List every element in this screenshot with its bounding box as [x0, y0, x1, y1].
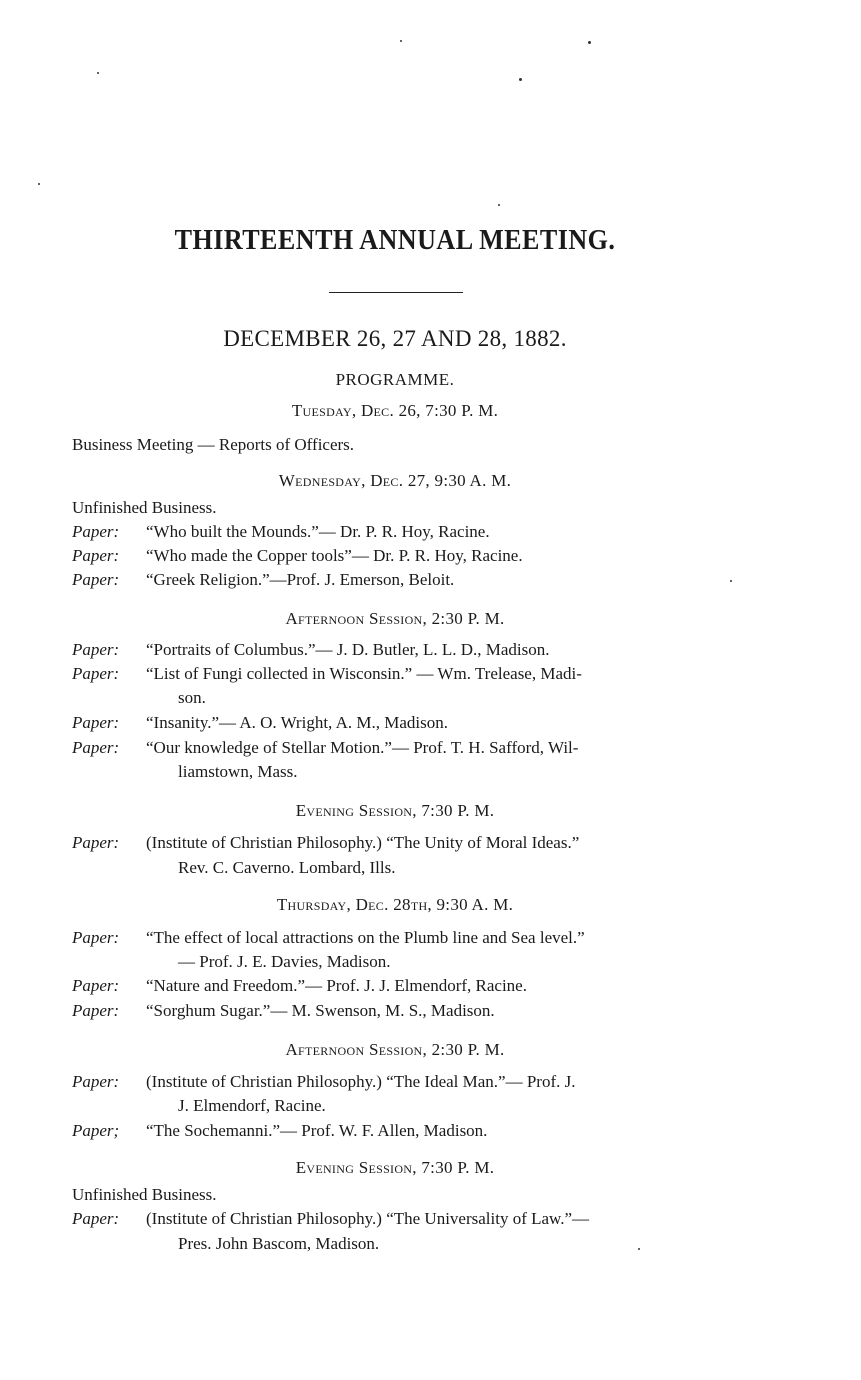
paper-label: Paper: [72, 713, 120, 732]
paper-entry: “Insanity.”— A. O. Wright, A. M., Madison. [146, 713, 448, 732]
paper-entry: (Institute of Christian Philosophy.) “The Ideal Man.”— Prof. J. [146, 1072, 576, 1091]
paper-entry-continuation: Pres. John Bascom, Madison. [178, 1234, 380, 1253]
section-heading: Evening Session, 7:30 P. M. [295, 1158, 495, 1177]
section-heading: Afternoon Session, 2:30 P. M. [285, 1040, 505, 1059]
paper-entry: “The Sochemanni.”— Prof. W. F. Allen, Madison. [146, 1121, 488, 1140]
scan-speck [730, 580, 732, 582]
section-heading: Afternoon Session, 2:30 P. M. [285, 609, 505, 628]
programme-heading: PROGRAMME. [335, 370, 455, 389]
section-heading: Thursday, Dec. 28th, 9:30 A. M. [276, 895, 514, 914]
section-heading: Wednesday, Dec. 27, 9:30 A. M. [278, 471, 512, 490]
paper-label: Paper: [72, 664, 120, 683]
paper-entry: “Our knowledge of Stellar Motion.”— Prof. T. H. Safford, Wil- [146, 738, 579, 757]
page-title: THIRTEENTH ANNUAL MEETING. [174, 224, 616, 256]
paper-entry: “Nature and Freedom.”— Prof. J. J. Elmendorf, Racine. [146, 976, 527, 995]
paper-label: Paper: [72, 522, 120, 541]
entry-text: Business Meeting — Reports of Officers. [72, 435, 355, 454]
paper-entry: “Who built the Mounds.”— Dr. P. R. Hoy, Racine. [146, 522, 490, 541]
paper-entry: “Portraits of Columbus.”— J. D. Butler, L. L. D., Madison. [146, 640, 550, 659]
scan-speck [588, 41, 591, 44]
paper-entry: (Institute of Christian Philosophy.) “The Universality of Law.”— [146, 1209, 590, 1228]
paper-entry: (Institute of Christian Philosophy.) “The Unity of Moral Ideas.” [146, 833, 580, 852]
section-heading: Evening Session, 7:30 P. M. [295, 801, 495, 820]
scan-speck [38, 183, 40, 185]
paper-entry: “List of Fungi collected in Wisconsin.” — Wm. Trelease, Madi- [146, 664, 582, 683]
paper-label: Paper: [72, 640, 120, 659]
paper-label: Paper: [72, 738, 120, 757]
meeting-dates: DECEMBER 26, 27 AND 28, 1882. [223, 326, 567, 351]
paper-entry: “Who made the Copper tools”— Dr. P. R. Hoy, Racine. [146, 546, 523, 565]
paper-label: Paper: [72, 570, 120, 589]
scan-speck [400, 40, 402, 42]
paper-entry-continuation: liamstown, Mass. [178, 762, 298, 781]
paper-label: Paper: [72, 1072, 120, 1091]
paper-label: Paper; [72, 1121, 120, 1140]
scan-speck [97, 72, 99, 74]
entry-text: Unfinished Business. [72, 1185, 217, 1204]
paper-entry-continuation: Rev. C. Caverno. Lombard, Ills. [178, 858, 396, 877]
paper-entry: “The effect of local attractions on the Plumb line and Sea level.” [146, 928, 585, 947]
paper-label: Paper: [72, 1001, 120, 1020]
paper-entry-continuation: J. Elmendorf, Racine. [178, 1096, 326, 1115]
paper-label: Paper: [72, 1209, 120, 1228]
paper-entry-continuation: son. [178, 688, 206, 707]
paper-label: Paper: [72, 976, 120, 995]
paper-label: Paper: [72, 928, 120, 947]
scan-speck [498, 204, 500, 206]
section-heading: Tuesday, Dec. 26, 7:30 P. M. [291, 401, 499, 420]
title-rule [329, 292, 463, 293]
paper-label: Paper: [72, 833, 120, 852]
scan-speck [519, 78, 522, 81]
paper-entry-continuation: — Prof. J. E. Davies, Madison. [178, 952, 391, 971]
scan-speck [638, 1248, 640, 1250]
paper-entry: “Sorghum Sugar.”— M. Swenson, M. S., Madison. [146, 1001, 495, 1020]
paper-label: Paper: [72, 546, 120, 565]
paper-entry: “Greek Religion.”—Prof. J. Emerson, Beloit. [146, 570, 455, 589]
entry-text: Unfinished Business. [72, 498, 217, 517]
